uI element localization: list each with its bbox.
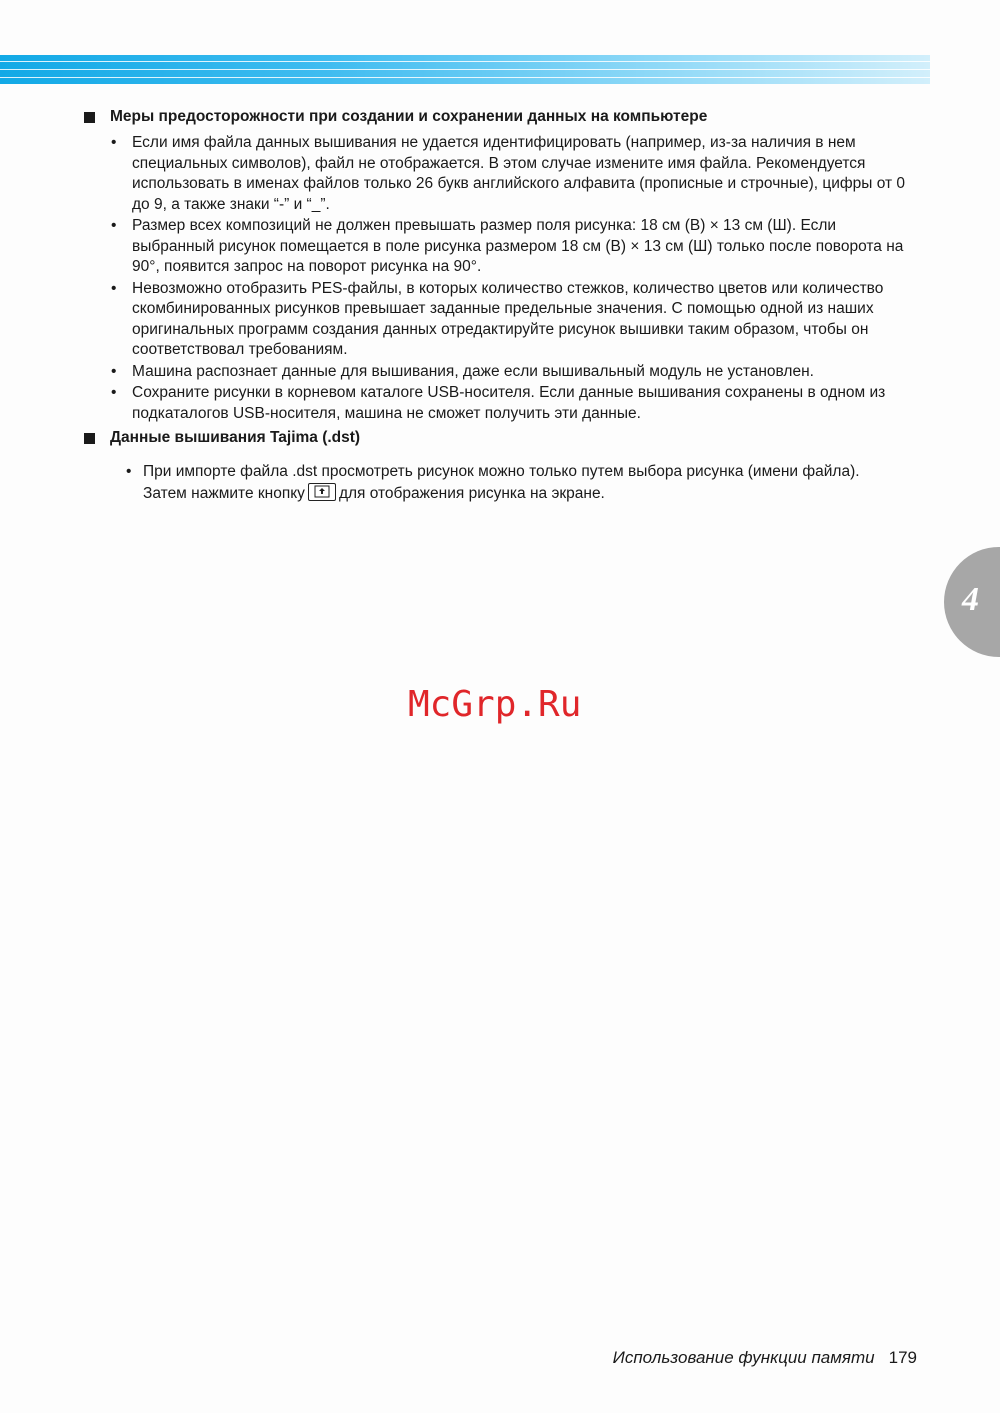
header-band <box>0 55 930 84</box>
footer-title: Использование функции памяти <box>612 1348 875 1367</box>
watermark-text: McGrp.Ru <box>408 684 582 725</box>
bullet-dot: • <box>111 279 117 297</box>
list-item: • Невозможно отобразить PES-файлы, в которых количество стежков, количество цветов или количество скомбинированных рисунков превышает заданные предельные значения. С помощью одной из наших оригинальных программ создания данных отредактируйте рисунок вышивки таким образом, чтобы он соответствовал требованиям. <box>111 279 884 358</box>
section1-heading-text: Меры предосторожности при создании и сохранении данных на компьютере <box>110 108 708 125</box>
note-line1: При импорте файла .dst просмотреть рисунок можно только путем выбора рисунка (имени файла). <box>143 463 860 480</box>
section2-heading <box>84 429 360 447</box>
list-item: • Если имя файла данных вышивания не удается идентифицировать (например, из-за наличия в нем специальных символов), файл не отображается. В этом случае измените имя файла. Рекомендуется использовать в именах файлов только 26 букв английского алфавита (прописные и строчные), цифры от 0 до 9, а также знаки “-” и “_”. <box>111 134 906 213</box>
section2-note <box>126 461 926 504</box>
note-line2: Затем нажмите кнопку для отображения рисунка на экране. <box>143 484 605 502</box>
bullet-dot: • <box>111 384 117 401</box>
chapter-tab <box>944 547 1000 657</box>
bullet-dot: • <box>111 217 117 234</box>
section1-bullet-list <box>111 133 921 425</box>
bullet-dot: • <box>111 134 117 151</box>
section1-heading <box>84 108 707 126</box>
list-item: • Сохраните рисунки в корневом каталоге USB-носителя. Если данные вышивания сохранены в одном из подкаталогов USB-носителя, машина не сможет получить эти данные. <box>111 384 886 422</box>
embroidery-preview-icon <box>308 483 336 501</box>
heading-bullet-square <box>84 112 95 123</box>
page-number: 179 <box>888 1348 917 1367</box>
page-footer <box>613 1348 917 1368</box>
list-item: • Размер всех композиций не должен превышать размер поля рисунка: 18 см (В) × 13 см (Ш). Если выбранный рисунок помещается в поле рисунка размером 18 см (В) × 13 см (Ш) только после поворота на 90°, появится запрос на поворот рисунка на 90°. <box>111 217 904 275</box>
bullet-dot: • <box>111 362 117 380</box>
heading-bullet-square <box>84 433 95 444</box>
chapter-number: 4 <box>962 581 979 618</box>
list-item: • Машина распознает данные для вышивания, даже если вышивальный модуль не установлен. <box>111 362 921 383</box>
bullet-dot: • <box>126 463 132 480</box>
section2-heading-text: Данные вышивания Tajima (.dst) <box>110 429 361 446</box>
